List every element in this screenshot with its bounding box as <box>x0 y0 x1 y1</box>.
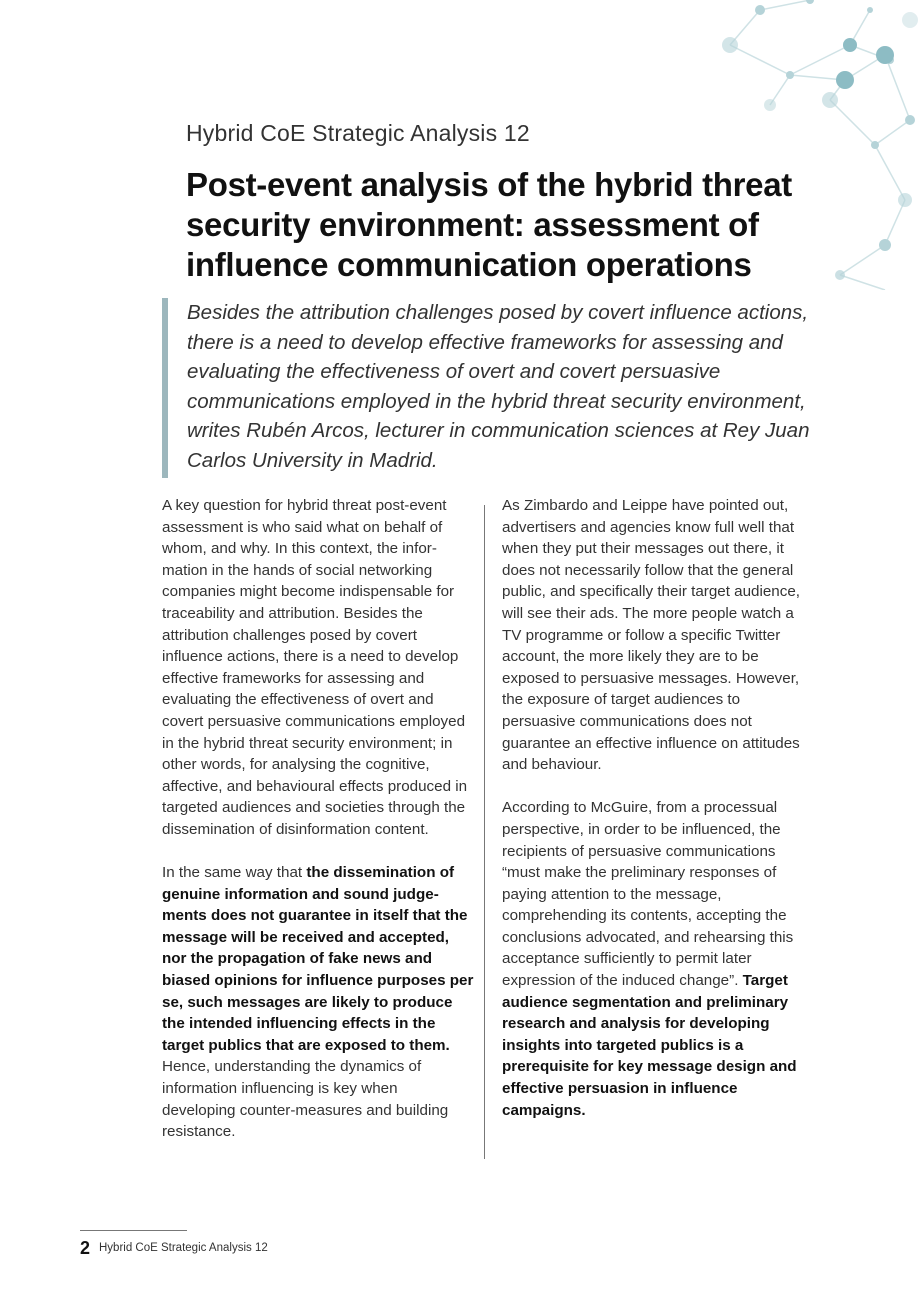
body-paragraph-2 <box>162 862 474 1143</box>
paragraph-2-intro: In the same way that <box>162 864 307 882</box>
paragraph-2-rest: Hence, understanding the dynamics of information influencing is key when developing counter-measures and building resistance. <box>162 1058 449 1141</box>
column-divider <box>484 505 485 1159</box>
lead-paragraph: Besides the attribution challenges posed by covert influence actions, there is a need to develop effective frameworks for assessing and evaluating the effectiveness of overt and covert persuasive communications employed in the hybrid threat security environment, writes Rubén Arcos, lecturer in communication sciences at Rey Juan Carlos University in Madrid. <box>162 298 827 478</box>
body-paragraph-1: A key question for hybrid threat post-event assessment is who said what on behalf of whom, and why. In this context, the information in the hands of social networking companies might become indispensable for traceability and attribution. Besides the attribution challenges posed by covert influence actions, there is a need to develop effective frameworks for assessing and evaluating the effectiveness of overt and covert persuasive communications employed in the hybrid threat security environment; in other words, for analysing the cognitive, affective, and behavioural effects produced in targeted audiences and societies through the dissemination of disinformation content. <box>162 497 468 838</box>
series-title: Hybrid CoE Strategic Analysis 12 <box>186 120 530 146</box>
body-paragraph-3: As Zimbardo and Leippe have pointed out, advertisers and agencies know full well that when they put their messages out there, it does not necessarily follow that the general public, and specifically their target audience, will see their ads. The more people watch a TV programme or follow a specific Twitter account, the more likely they are to be exposed to persuasive messages. However, the exposure of target audiences to persuasive communications does not guarantee an effective influence on attitudes and behaviour. <box>502 497 801 774</box>
body-paragraph-4 <box>502 797 814 1121</box>
page-title: Post-event analysis of the hybrid threat security environment: assessment of influence communication operations <box>186 166 792 283</box>
footer-rule <box>80 1230 187 1231</box>
paragraph-4-intro: According to McGuire, from a processual perspective, in order to be influenced, the recipients of persuasive communications “must make the preliminary responses of paying attention to the message, comprehending its contents, accepting the conclusions advocated, and rehearsing this acceptance sufficiently to permit later expression of the induced change”. <box>502 799 794 990</box>
page-number: 2 <box>80 1238 91 1258</box>
footer-series-title: Hybrid CoE Strategic Analysis 12 <box>99 1242 268 1254</box>
body-column-left <box>162 495 474 1164</box>
paragraph-4-emphasis: Target audience segmentation and preliminary research and analysis for developing insights into targeted publics is a prerequisite for key message design and effective persuasion in influence campaigns. <box>502 972 797 1119</box>
body-column-right <box>502 495 814 1143</box>
paragraph-2-emphasis: the dissemination of genuine information and sound judgements does not guarantee in itself that the message will be received and accepted, nor the propagation of fake news and biased opinions for influence purposes per se, such messages are likely to produce the intended influencing effects in the target publics that are exposed to them. <box>162 864 474 1054</box>
